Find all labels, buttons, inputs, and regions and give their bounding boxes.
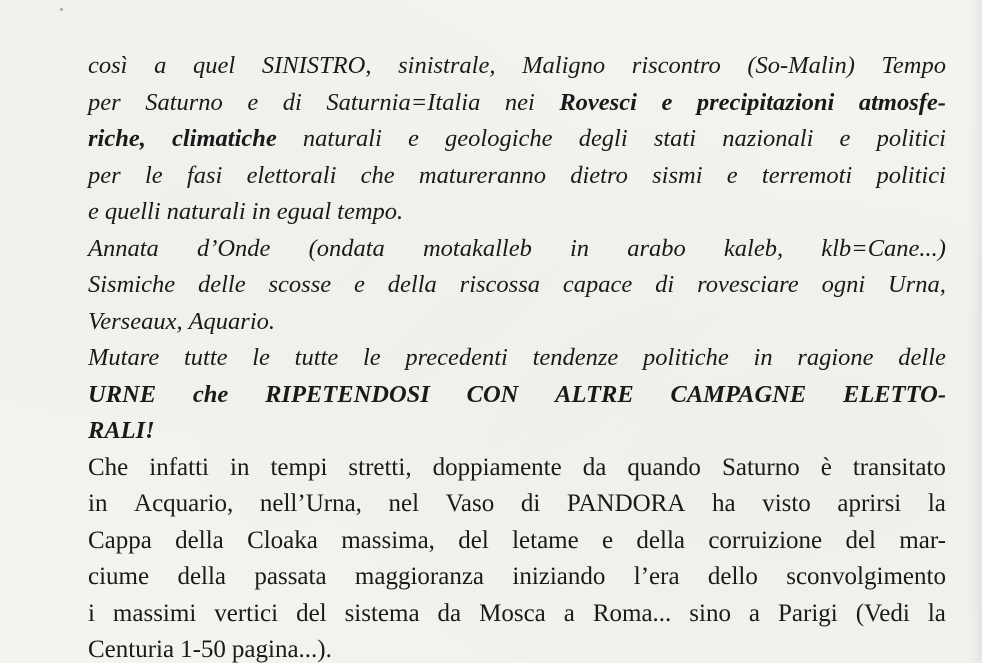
- word: politici: [876, 161, 946, 189]
- word: Saturno: [145, 88, 223, 116]
- word: riscossa: [459, 271, 540, 298]
- word: degli: [578, 125, 628, 152]
- word: klb=Cane...): [821, 234, 946, 262]
- word: ciume: [88, 563, 150, 590]
- word: terremoti: [761, 161, 853, 189]
- bold-word: Rovesci: [559, 88, 637, 116]
- word: iniziando: [512, 563, 606, 590]
- page-edge-shadow: [968, 0, 982, 663]
- word: sconvolgimento: [786, 563, 946, 590]
- word: in: [251, 198, 271, 225]
- word: e: [88, 198, 99, 225]
- word: le: [144, 161, 163, 189]
- text-line: [88, 158, 946, 195]
- bold-word: CON: [466, 380, 519, 408]
- word: Centuria: [88, 636, 175, 663]
- word: in: [753, 344, 773, 371]
- word: Vaso: [445, 490, 495, 517]
- bold-word: atmosfe-: [858, 88, 946, 116]
- word: d’Onde: [196, 234, 271, 262]
- word: Roma...: [592, 599, 672, 627]
- word: del: [296, 599, 327, 627]
- word: naturali: [166, 198, 246, 225]
- word: infatti: [149, 453, 209, 481]
- bold-word: che: [192, 380, 229, 408]
- word: stati: [653, 125, 697, 152]
- word: Sismiche: [88, 271, 176, 298]
- word: la: [927, 599, 946, 627]
- word: letame: [512, 526, 579, 554]
- paragraph: [88, 48, 946, 231]
- word: motakalleb: [422, 234, 532, 262]
- body-text: [88, 48, 946, 663]
- word: e: [247, 88, 259, 116]
- word: massima,: [341, 526, 435, 554]
- word: Acquario,: [134, 490, 234, 517]
- word: le: [252, 344, 270, 371]
- word: Urna,: [888, 271, 946, 298]
- word: doppiamente: [432, 453, 562, 481]
- word: nazionali: [722, 125, 814, 152]
- text-line: [88, 121, 946, 158]
- word: quelli: [104, 198, 161, 225]
- word: Saturno: [721, 453, 800, 481]
- text-line: [88, 559, 946, 596]
- word: Mosca: [479, 599, 546, 627]
- word: la: [927, 490, 946, 517]
- word: Saturnia=Italia: [326, 88, 481, 116]
- word: pagina...).: [231, 636, 332, 663]
- word: per: [88, 88, 121, 116]
- word: capace: [562, 271, 633, 298]
- word: elettorali: [246, 161, 337, 189]
- word: Maligno: [522, 52, 606, 79]
- bold-word: ELETTO-: [843, 380, 946, 408]
- word: Che: [88, 453, 129, 481]
- word: Cloaka: [247, 526, 318, 554]
- word: tutte: [294, 344, 339, 371]
- word: sistema: [344, 599, 420, 627]
- word: della: [177, 563, 227, 590]
- word: visto: [762, 490, 811, 517]
- word: naturali: [302, 125, 382, 152]
- word: maggioranza: [354, 563, 485, 590]
- text-line: [88, 413, 946, 450]
- scan-speck: [60, 8, 63, 11]
- word: 1-50: [180, 636, 226, 663]
- word: tutte: [183, 344, 228, 371]
- text-line: [88, 194, 946, 231]
- word: Tempo: [881, 52, 946, 79]
- word: kaleb,: [723, 234, 784, 262]
- word: geologiche: [445, 125, 553, 152]
- paragraph: [88, 231, 946, 341]
- word: in: [569, 234, 590, 262]
- word: a: [748, 599, 761, 627]
- word: fasi: [186, 161, 223, 189]
- text-line: [88, 85, 946, 122]
- word: è: [820, 453, 832, 481]
- word: di: [520, 490, 541, 517]
- word: dietro: [570, 161, 628, 189]
- word: Mutare: [88, 344, 160, 371]
- word: Parigi: [778, 599, 838, 627]
- bold-word: riche,: [88, 125, 146, 152]
- word: (ondata: [308, 234, 385, 262]
- word: le: [362, 344, 381, 371]
- bold-word: ALTRE: [555, 380, 634, 408]
- word: ha: [712, 490, 736, 517]
- word: matureranno: [418, 161, 546, 189]
- word: Annata: [88, 234, 159, 262]
- word: Aquario.: [188, 307, 276, 335]
- bold-word: climatiche: [171, 125, 277, 152]
- paragraph: [88, 450, 946, 663]
- word: quando: [627, 453, 701, 481]
- text-line: [88, 596, 946, 633]
- word: delle: [898, 344, 946, 371]
- word: precedenti: [405, 344, 508, 371]
- word: a: [154, 52, 167, 79]
- text-line: [88, 377, 946, 414]
- word: e: [408, 125, 419, 152]
- bold-word: precipitazioni: [696, 88, 835, 116]
- word: l’era: [633, 563, 680, 590]
- word: nel: [388, 490, 420, 517]
- word: politiche: [643, 344, 729, 371]
- word: nei: [504, 88, 535, 116]
- word: a: [563, 599, 575, 627]
- word: vertici: [214, 599, 279, 627]
- word: in: [230, 453, 250, 481]
- text-line: [88, 450, 946, 487]
- word: tempo.: [337, 198, 404, 225]
- word: delle: [197, 271, 246, 298]
- word: riscontro: [631, 52, 721, 79]
- word: e: [354, 271, 365, 298]
- word: e: [602, 526, 614, 554]
- word: passata: [254, 563, 327, 590]
- word: scosse: [268, 271, 332, 298]
- text-line: [88, 523, 946, 560]
- word: sinistrale,: [398, 52, 496, 79]
- word: i: [88, 599, 95, 627]
- word: sismi: [652, 161, 703, 189]
- word: transitato: [852, 453, 946, 481]
- word: quel: [193, 52, 236, 79]
- text-line: [88, 486, 946, 523]
- word: del: [845, 526, 876, 554]
- word: rovesciare: [697, 271, 799, 298]
- text-line: [88, 267, 946, 304]
- word: in: [88, 490, 108, 517]
- word: e: [726, 161, 738, 189]
- word: della: [636, 526, 686, 554]
- word: aprirsi: [837, 490, 902, 517]
- bold-word: URNE: [88, 380, 157, 408]
- bold-word: e: [661, 88, 673, 116]
- word: mar-: [899, 526, 946, 554]
- text-line: [88, 231, 946, 268]
- text-line: [88, 340, 946, 377]
- word: per: [88, 161, 121, 189]
- word: di: [655, 271, 675, 298]
- word: di: [282, 88, 302, 116]
- word: della: [387, 271, 437, 298]
- word: dello: [707, 563, 758, 590]
- word: tempi: [270, 453, 328, 481]
- text-line: [88, 304, 946, 341]
- bold-word: CAMPAGNE: [670, 380, 807, 408]
- bold-word: RIPETENDOSI: [265, 380, 430, 408]
- word: arabo: [627, 234, 686, 262]
- word: ogni: [821, 271, 866, 298]
- word: corruizione: [708, 526, 823, 554]
- word: Verseaux,: [88, 307, 183, 335]
- word: da: [582, 453, 607, 481]
- word: Cappa: [88, 526, 152, 554]
- word: ragione: [797, 344, 874, 371]
- word: da: [437, 599, 462, 627]
- word: che: [360, 161, 395, 189]
- word: della: [175, 526, 224, 554]
- word: del: [458, 526, 489, 554]
- word: SINISTRO,: [261, 52, 372, 79]
- word: sino: [689, 599, 731, 627]
- paragraph: [88, 340, 946, 450]
- word: nell’Urna,: [259, 490, 362, 517]
- word: così: [88, 52, 128, 79]
- text-line: [88, 48, 946, 85]
- word: massimi: [112, 599, 197, 627]
- word: (So-Malin): [747, 52, 855, 79]
- word: e: [839, 125, 851, 152]
- word: egual: [276, 198, 332, 225]
- word: politici: [876, 125, 946, 152]
- word: PANDORA: [566, 490, 686, 517]
- word: tendenze: [532, 344, 619, 371]
- bold-word: RALI!: [88, 417, 155, 444]
- word: (Vedi: [855, 599, 910, 627]
- text-line: [88, 632, 946, 663]
- word: stretti,: [348, 453, 412, 481]
